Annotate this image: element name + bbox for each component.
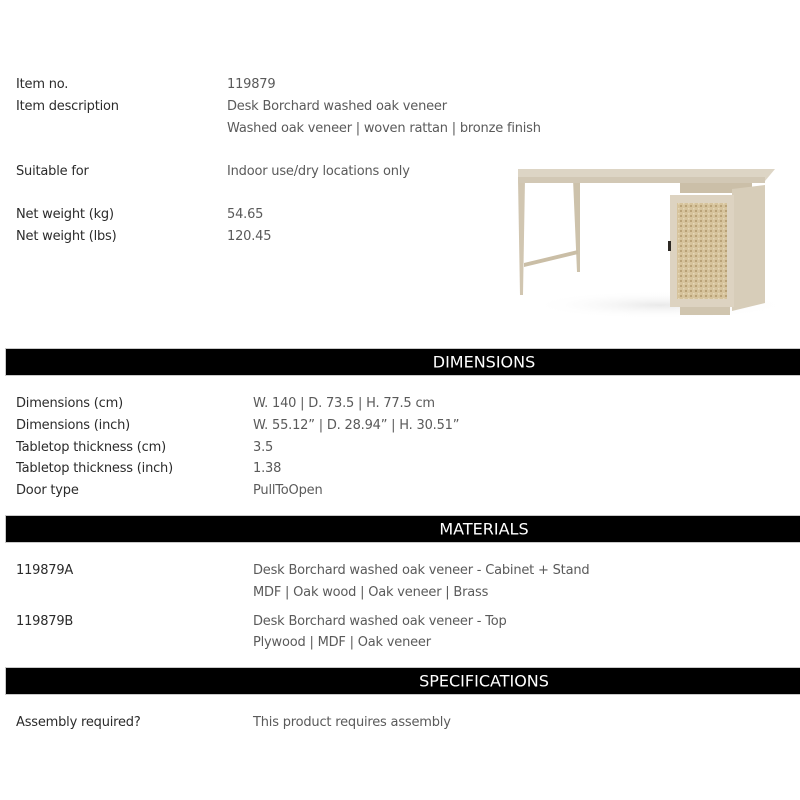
dimensions-label: Door type bbox=[16, 483, 79, 498]
material-part: Desk Borchard washed oak veneer - Cabinet + Stand bbox=[253, 563, 590, 578]
net-weight-kg-value: 54.65 bbox=[227, 207, 264, 222]
material-part: Desk Borchard washed oak veneer - Top bbox=[253, 614, 507, 629]
desk-leg-front-left bbox=[518, 179, 525, 295]
net-weight-lbs-value: 120.45 bbox=[227, 229, 272, 244]
suitable-for-label: Suitable for bbox=[16, 164, 89, 179]
material-composition: Plywood | MDF | Oak veneer bbox=[253, 635, 431, 650]
dimensions-title: DIMENSIONS bbox=[432, 352, 536, 372]
net-weight-lbs-label: Net weight (lbs) bbox=[16, 229, 117, 244]
item-description-finish: Washed oak veneer | woven rattan | bronze finish bbox=[227, 121, 541, 136]
item-description-value: Desk Borchard washed oak veneer bbox=[227, 99, 447, 114]
item-no-label: Item no. bbox=[16, 77, 69, 92]
material-code: 119879B bbox=[16, 614, 74, 629]
material-code: 119879A bbox=[16, 563, 74, 578]
dimensions-label: Dimensions (inch) bbox=[16, 418, 130, 433]
dimensions-value: W. 140 | D. 73.5 | H. 77.5 cm bbox=[253, 396, 435, 411]
suitable-for-value: Indoor use/dry locations only bbox=[227, 164, 410, 179]
dimensions-label: Tabletop thickness (inch) bbox=[16, 461, 173, 476]
materials-header bbox=[5, 515, 800, 543]
assembly-label: Assembly required? bbox=[16, 715, 141, 730]
dimensions-label: Tabletop thickness (cm) bbox=[16, 440, 166, 455]
item-no-value: 119879 bbox=[227, 77, 276, 92]
door-handle bbox=[668, 241, 671, 251]
net-weight-kg-label: Net weight (kg) bbox=[16, 207, 114, 222]
cabinet-side bbox=[732, 185, 765, 311]
specifications-title: SPECIFICATIONS bbox=[419, 671, 549, 691]
product-image bbox=[510, 165, 785, 325]
material-composition: MDF | Oak wood | Oak veneer | Brass bbox=[253, 585, 489, 600]
dimensions-value: 1.38 bbox=[253, 461, 282, 476]
assembly-value: This product requires assembly bbox=[253, 715, 451, 730]
dimensions-label: Dimensions (cm) bbox=[16, 396, 123, 411]
rattan-door-panel bbox=[677, 203, 727, 299]
dimensions-header bbox=[5, 348, 800, 376]
desk-leg-back-left bbox=[573, 179, 580, 272]
desk-stretcher bbox=[524, 250, 578, 267]
materials-title: MATERIALS bbox=[439, 519, 529, 539]
specifications-header bbox=[5, 667, 800, 695]
dimensions-value: PullToOpen bbox=[253, 483, 323, 498]
dimensions-value: 3.5 bbox=[253, 440, 274, 455]
cabinet-base bbox=[680, 307, 730, 315]
dimensions-value: W. 55.12” | D. 28.94” | H. 30.51” bbox=[253, 418, 460, 433]
item-description-label: Item description bbox=[16, 99, 119, 114]
